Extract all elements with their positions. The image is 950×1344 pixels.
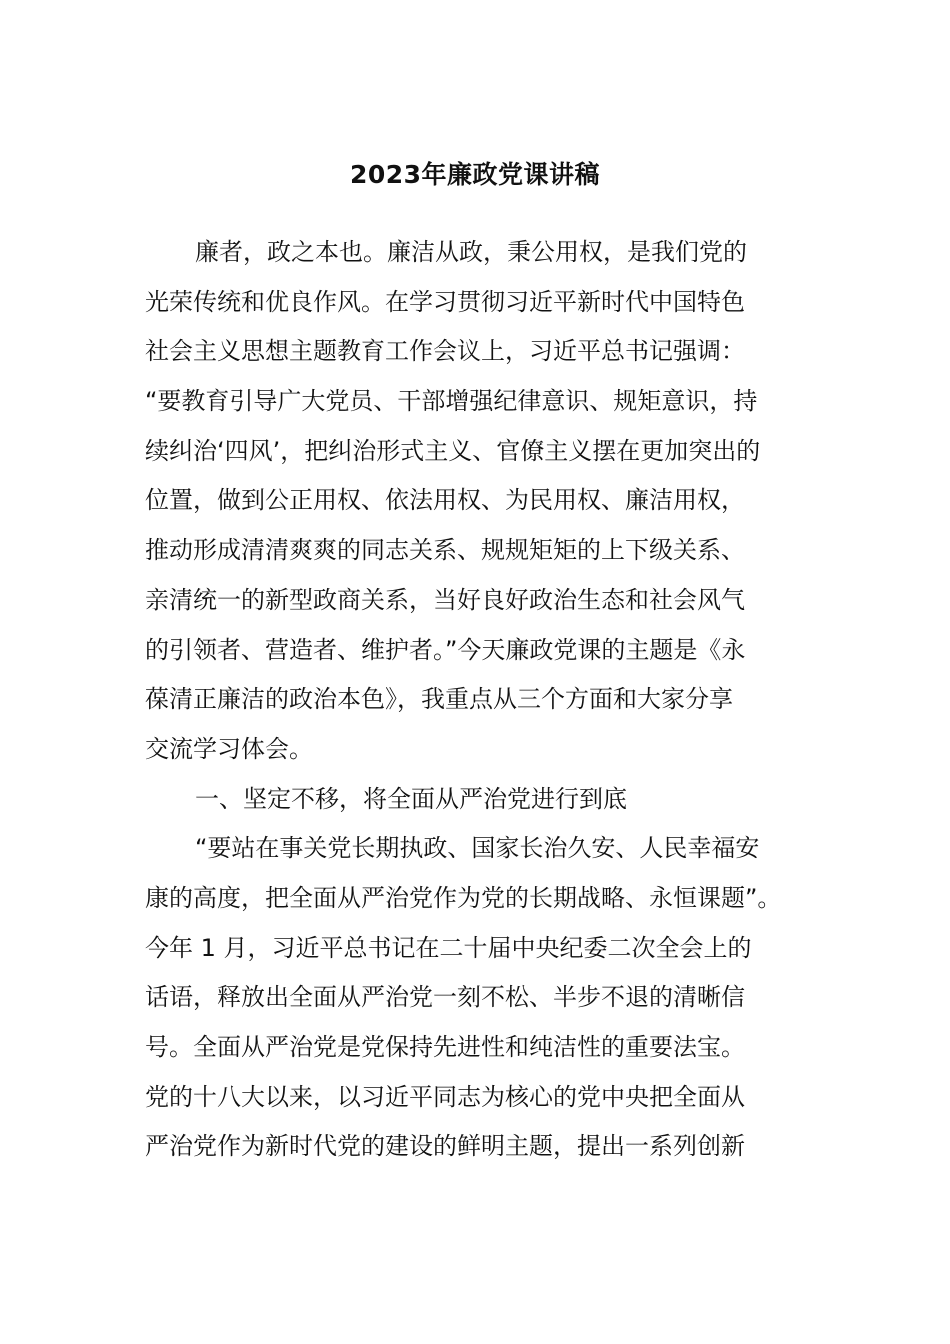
- paragraph-line: 续纠治‘四风’，把纠治形式主义、官僚主义摆在更加突出的: [145, 436, 761, 465]
- paragraph-line: 社会主义思想主题教育工作会议上，习近平总书记强调：: [145, 337, 745, 366]
- paragraph-line: 廉者，政之本也。廉洁从政，秉公用权，是我们党的: [195, 238, 747, 266]
- document-title: 2023年廉政党课讲稿: [349, 160, 601, 189]
- paragraph-line: 交流学习体会。: [145, 734, 313, 763]
- paragraph-line: 今年 1 月，习近平总书记在二十届中央纪委二次全会上的: [145, 933, 752, 962]
- section-heading: 一、坚定不移，将全面从严治党进行到底: [195, 784, 627, 813]
- paragraph-line: 的引领者、营造者、维护者。”今天廉政党课的主题是《永: [145, 635, 746, 664]
- paragraph-line: 党的十八大以来，以习近平同志为核心的党中央把全面从: [145, 1082, 745, 1111]
- document-body: [145, 228, 825, 1172]
- paragraph-line: 位置，做到公正用权、依法用权、为民用权、廉洁用权，: [145, 486, 745, 515]
- paragraph-line: 严治党作为新时代党的建设的鲜明主题，提出一系列创新: [145, 1132, 745, 1161]
- paragraph-line: “要教育引导广大党员、干部增强纪律意识、规矩意识，持: [145, 387, 758, 416]
- paragraph-line: 亲清统一的新型政商关系，当好良好政治生态和社会风气: [145, 585, 745, 614]
- paragraph-line: 葆清正廉洁的政治本色》，我重点从三个方面和大家分享: [145, 685, 733, 714]
- paragraph-line: 推动形成清清爽爽的同志关系、规规矩矩的上下级关系、: [145, 536, 745, 565]
- paragraph-line: 号。全面从严治党是党保持先进性和纯洁性的重要法宝。: [145, 1033, 745, 1061]
- paragraph-line: 光荣传统和优良作风。在学习贯彻习近平新时代中国特色: [145, 287, 745, 316]
- paragraph-line: 康的高度，把全面从严治党作为党的长期战略、永恒课题”。: [145, 883, 782, 912]
- paragraph-line: 话语，释放出全面从严治党一刻不松、半步不退的清晰信: [145, 983, 745, 1012]
- paragraph-line: “要站在事关党长期执政、国家长治久安、人民幸福安: [195, 834, 760, 863]
